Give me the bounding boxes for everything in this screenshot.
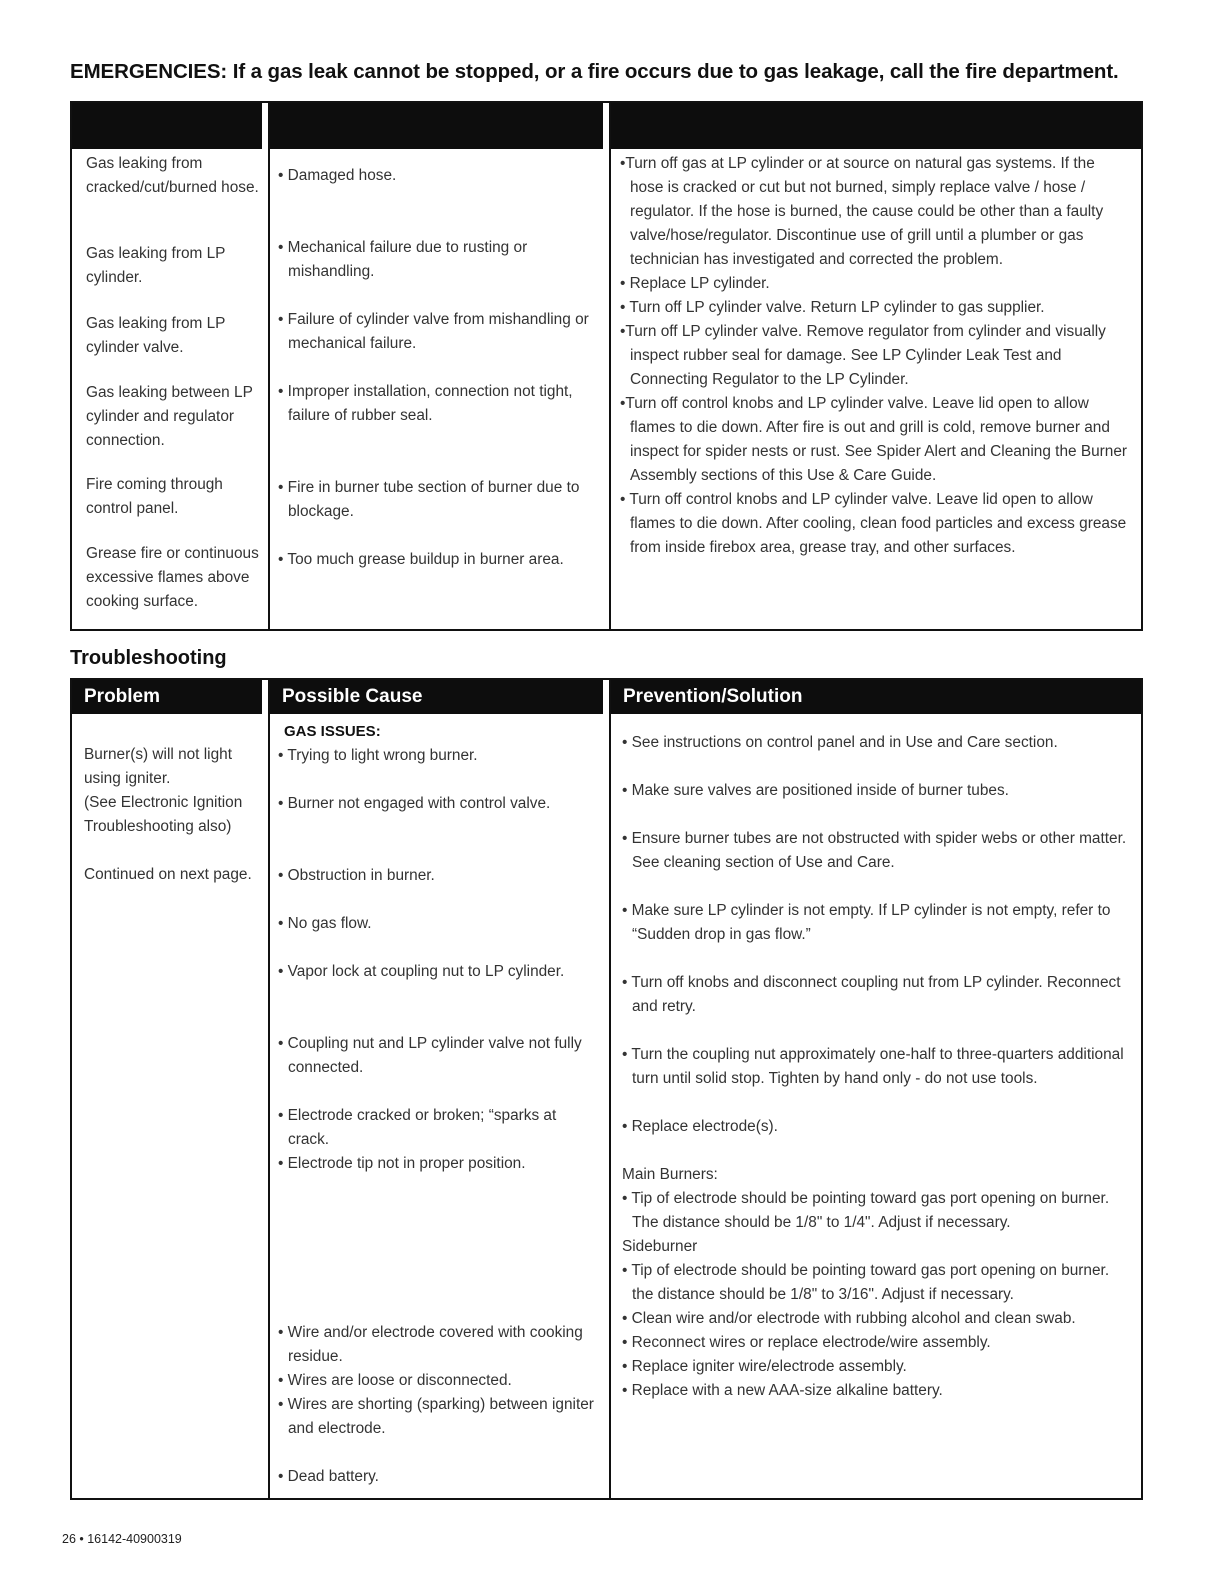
emergency-solution: •Turn off control knobs and LP cylinder valve. Leave lid open to allow flames to die down. After fire is out and grill is cold, remove burner and inspect for spider nests or rust. See Spider Alert and Cleaning the Burner Assembly sections of this Use & Care Guide. [620,395,1128,484]
trouble-cause: • No gas flow. [278,915,372,932]
problem-text: Burner(s) will not light using igniter. [84,746,232,787]
emergency-problem: Grease fire or continuous excessive flames above cooking surface. [86,545,259,610]
trouble-solution: • Replace igniter wire/electrode assembly. [622,1358,907,1375]
header-possible-cause: Possible Cause [282,686,423,707]
emergency-cause: • Failure of cylinder valve from mishandling or mechanical failure. [278,311,589,352]
trouble-cause: • Wires are shorting (sparking) between igniter and electrode. [278,1396,594,1437]
emergency-solution: •Turn off LP cylinder valve. Remove regulator from cylinder and visually inspect rubber seal for damage. See LP Cylinder Leak Test and Connecting Regulator to the LP Cylinder. [620,323,1106,388]
emergency-title: EMERGENCIES: If a gas leak cannot be stopped, or a fire occurs due to gas leakage, call the fire department. [70,60,1119,83]
solution-subheading-sideburner: Sideburner [622,1238,698,1255]
trouble-solution: • Make sure LP cylinder is not empty. If LP cylinder is not empty, refer to “Sudden drop in gas flow.” [622,902,1111,943]
emergency-table [70,101,1143,631]
emergency-problem: Gas leaking from LP cylinder valve. [86,315,226,356]
section-title: Troubleshooting [70,647,227,669]
trouble-solution: • See instructions on control panel and in Use and Care section. [622,734,1058,751]
emergency-problem: Gas leaking from LP cylinder. [86,245,226,286]
solution-subheading-main-burners: Main Burners: [622,1166,718,1183]
page-footer: 26 • 16142-40900319 [62,1532,182,1546]
trouble-cause: • Electrode tip not in proper position. [278,1155,526,1172]
trouble-cause: • Electrode cracked or broken; “sparks at crack. [278,1107,557,1148]
emergency-solution: • Turn off control knobs and LP cylinder valve. Leave lid open to allow flames to die down. After cooling, clean food particles and excess grease from inside firebox area, grease tray, and other surfaces. [620,491,1127,556]
trouble-solution: • Tip of electrode should be pointing toward gas port opening on burner. the distance should be 1/8" to 3/16". Adjust if necessary. [622,1262,1110,1303]
trouble-solution: • Ensure burner tubes are not obstructed with spider webs or other matter. See cleaning section of Use and Care. [622,830,1127,871]
problem-continued: Continued on next page. [84,866,252,883]
trouble-cause: • Wire and/or electrode covered with cooking residue. [278,1324,583,1365]
trouble-cause: • Burner not engaged with control valve. [278,795,551,812]
emergency-cause: • Mechanical failure due to rusting or mishandling. [278,239,528,280]
header-problem: Problem [84,686,161,707]
trouble-solution: • Replace with a new AAA-size alkaline battery. [622,1382,943,1399]
trouble-solution: • Make sure valves are positioned inside of burner tubes. [622,782,1009,799]
trouble-cause: • Wires are loose or disconnected. [278,1372,512,1389]
trouble-cause: • Dead battery. [278,1468,379,1485]
trouble-cause: • Vapor lock at coupling nut to LP cylinder. [278,963,565,980]
emergency-problem: Fire coming through control panel. [86,476,223,517]
trouble-solution: • Replace electrode(s). [622,1118,778,1135]
trouble-solution: • Tip of electrode should be pointing toward gas port opening on burner. The distance should be 1/8" to 1/4". Adjust if necessary. [622,1190,1110,1231]
trouble-cause: • Trying to light wrong burner. [278,747,478,764]
header-prevention-solution: Prevention/Solution [623,686,803,707]
emergency-solution: • Turn off LP cylinder valve. Return LP cylinder to gas supplier. [620,299,1045,316]
emergency-problem: Gas leaking from cracked/cut/burned hose. [86,155,259,196]
emergency-solution: •Turn off gas at LP cylinder or at source on natural gas systems. If the hose is cracked or cut but not burned, simply replace valve / hose / regulator. If the hose is burned, the cause could be other than a faulty valve/hose/regulator. Discontinue use of grill until a plumber or gas technician has investigated and corrected the problem. [620,155,1104,268]
trouble-cause: • Coupling nut and LP cylinder valve not fully connected. [278,1035,582,1076]
cause-heading: GAS ISSUES: [284,723,381,740]
emergency-solution: • Replace LP cylinder. [620,275,770,292]
emergency-problem: Gas leaking between LP cylinder and regulator connection. [86,384,253,449]
emergency-cause: • Improper installation, connection not tight, failure of rubber seal. [278,383,573,424]
emergency-solutions [620,152,1130,560]
emergency-cause: • Damaged hose. [278,167,397,184]
trouble-solution: • Turn the coupling nut approximately one-half to three-quarters additional turn until solid stop. Tighten by hand only - do not use tools. [622,1046,1124,1087]
emergency-cause: • Too much grease buildup in burner area. [278,551,564,568]
trouble-solution-electrode-group [622,1163,1132,1403]
trouble-solution: • Reconnect wires or replace electrode/wire assembly. [622,1334,991,1351]
trouble-problem [84,743,264,887]
trouble-solution: • Clean wire and/or electrode with rubbing alcohol and clean swab. [622,1310,1076,1327]
trouble-solution: • Turn off knobs and disconnect coupling nut from LP cylinder. Reconnect and retry. [622,974,1121,1015]
trouble-cause: • Obstruction in burner. [278,867,435,884]
emergency-cause: • Fire in burner tube section of burner due to blockage. [278,479,580,520]
problem-see-also: (See Electronic Ignition Troubleshooting also) [84,794,243,835]
troubleshooting-table [70,678,1143,1500]
